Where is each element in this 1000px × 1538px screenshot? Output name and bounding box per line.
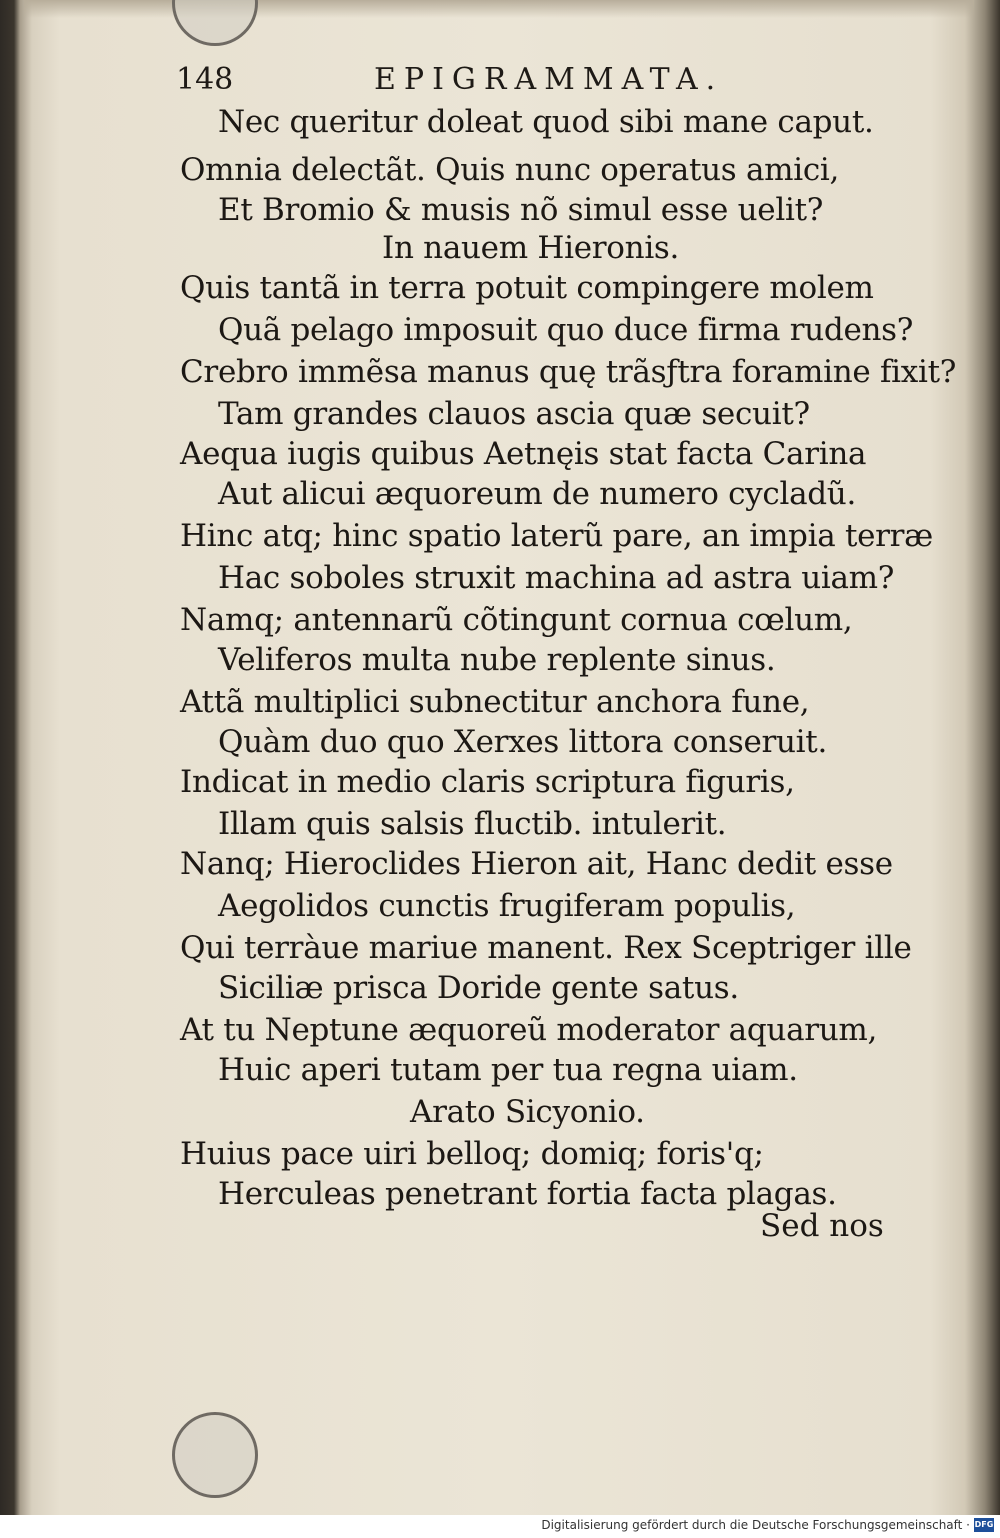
text-line: Huic aperi tutam per tua regna uiam. (218, 1052, 798, 1088)
text-line: Quã pelago imposuit quo duce firma rudens? (218, 312, 914, 348)
text-line: Herculeas penetrant fortia facta plagas. (218, 1176, 837, 1212)
text-line: Hac soboles struxit machina ad astra uiam? (218, 560, 895, 596)
text-line: Omnia delectãt. Quis nunc operatus amici, (180, 152, 840, 188)
running-title: EPIGRAMMATA. (374, 62, 724, 97)
page-number: 148 (176, 62, 234, 97)
page-edge-shadow (24, 0, 974, 18)
catchword: Sed nos (760, 1208, 884, 1244)
text-line: Huius pace uiri belloq; domiq; foris'q; (180, 1136, 764, 1172)
text-line: Quis tantã in terra potuit compingere molem (180, 270, 874, 306)
text-line: At tu Neptune æquoreũ moderator aquarum, (180, 1012, 878, 1048)
funding-notice: Digitalisierung gefördert durch die Deutsche Forschungsgemeinschaft · (541, 1518, 970, 1532)
text-line: Hinc atq; hinc spatio laterũ pare, an impia terræ (180, 518, 934, 554)
text-line: Namq; antennarũ cõtingunt cornua cœlum, (180, 602, 853, 638)
text-line: Tam grandes clauos ascia quæ secuit? (218, 396, 810, 432)
page-header (176, 58, 876, 98)
text-line: Attã multiplici subnectitur anchora fune, (180, 684, 810, 720)
text-line: Aegolidos cunctis frugiferam populis, (218, 888, 796, 924)
text-line: Illam quis salsis fluctib. intulerit. (218, 806, 727, 842)
text-line: Quàm duo quo Xerxes littora conseruit. (218, 724, 828, 760)
section-heading: In nauem Hieronis. (382, 230, 680, 266)
footer (0, 1515, 1000, 1538)
text-line: Nanq; Hieroclides Hieron ait, Hanc dedit esse (180, 846, 893, 882)
dfg-logo-icon: DFG (974, 1518, 994, 1532)
text-line: Et Bromio & musis nõ simul esse uelit? (218, 192, 824, 228)
text-line: Qui terràue mariue manent. Rex Sceptriger ille (180, 930, 912, 966)
text-line: Crebro immẽsa manus quę trãsƒtra foramine fixit? (180, 354, 957, 390)
book-clip-bottom (172, 1412, 258, 1498)
text-line: Indicat in medio claris scriptura figuris, (180, 764, 795, 800)
text-line: Nec queritur doleat quod sibi mane caput. (218, 104, 874, 140)
section-heading: Arato Sicyonio. (410, 1094, 645, 1130)
text-line: Aut alicui æquoreum de numero cycladũ. (218, 476, 857, 512)
text-line: Veliferos multa nube replente sinus. (218, 642, 776, 678)
book-clip-top (172, 0, 258, 46)
text-line: Aequa iugis quibus Aetnęis stat facta Carina (180, 436, 867, 472)
text-line: Siciliæ prisca Doride gente satus. (218, 970, 739, 1006)
